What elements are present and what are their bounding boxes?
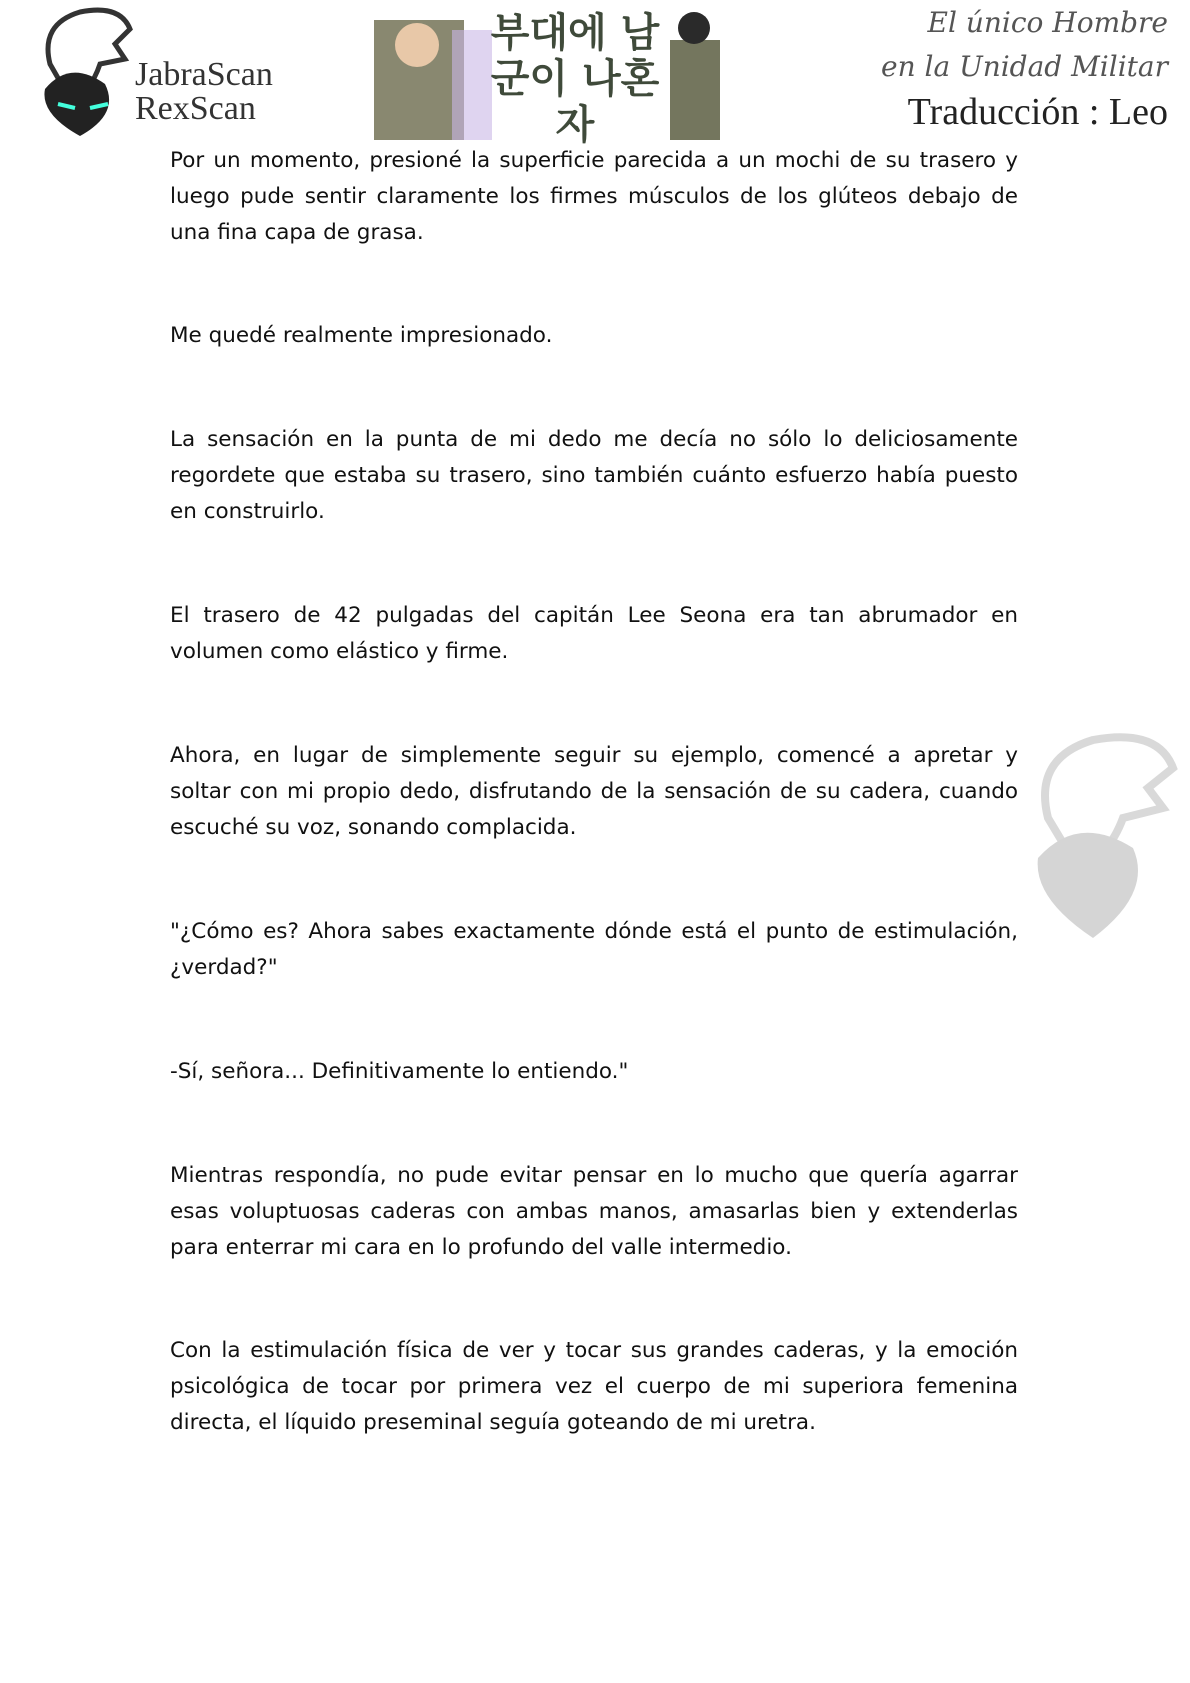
paragraph: La sensación en la punta de mi dedo me decía no sólo lo deliciosamente regordete que estaba su trasero, sino también cuánto esfuerzo había puesto en construirlo. [170,427,1018,524]
paragraph: Por un momento, presioné la superficie parecida a un mochi de su trasero y luego pude sentir claramente los firmes músculos de los glúteos debajo de una fina capa de grasa. [170,148,1018,245]
translator-credit: Traducción : Leo [907,91,1168,133]
page-header [0,0,1190,148]
scanlation-brand [135,58,273,126]
paragraph: -Sí, señora... Definitivamente lo entiendo." [170,1059,629,1084]
cover-title: 부대에 남군이 나혼자 [490,10,660,148]
brand-line-1: JabraScan [135,56,273,93]
dinosaur-logo-icon [30,4,140,139]
paragraph: Mientras respondía, no pude evitar pensar en lo mucho que quería agarrar esas voluptuosas caderas con ambas manos, amasarlas bien y extenderlas para enterrar mi cara en lo profundo del valle intermedio. [170,1163,1018,1260]
paragraph: El trasero de 42 pulgadas del capitán Lee Seona era tan abrumador en volumen como elástico y firme. [170,603,1018,664]
paragraph: "¿Cómo es? Ahora sabes exactamente dónde está el punto de estimulación, ¿verdad?" [170,919,1018,980]
dinosaur-watermark-icon [1018,728,1183,943]
paragraph: Con la estimulación física de ver y tocar sus grandes caderas, y la emoción psicológica de tocar por primera vez el cuerpo de mi superiora femenina directa, el líquido preseminal seguía goteando de mi uretra. [170,1338,1018,1435]
paragraph: Me quedé realmente impresionado. [170,323,553,348]
series-title-line-2: en la Unidad Militar [881,50,1168,83]
brand-line-2: RexScan [135,90,256,127]
paragraph: Ahora, en lugar de simplemente seguir su ejemplo, comencé a apretar y soltar con mi propio dedo, disfrutando de la sensación de su cadera, cuando escuché su voz, sonando complacida. [170,743,1018,840]
series-title-line-1: El único Hombre [927,6,1168,39]
